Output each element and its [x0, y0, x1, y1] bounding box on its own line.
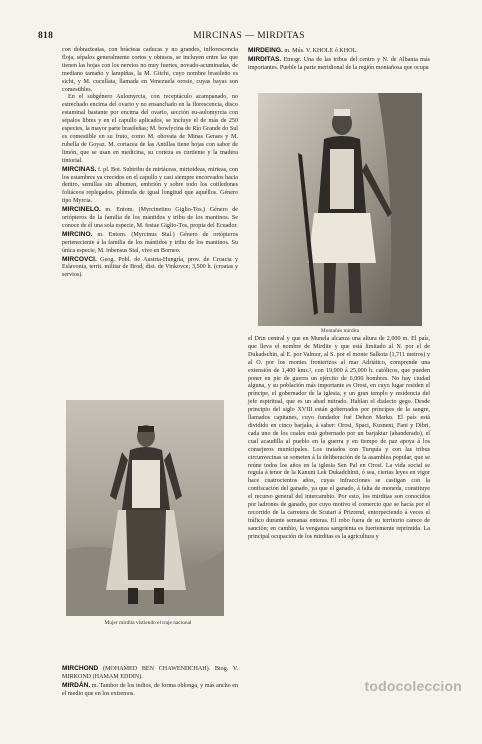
entry-body: Geog. Pobl. de Austria-Hungría, prov. de Croacia y Eslavonia, territ. militar de Brod, dist. de Vinkovce; 3,500 h. (croatas y servios).	[62, 256, 238, 279]
photo-mirdita-woman	[66, 400, 224, 616]
dictionary-entry	[248, 47, 430, 56]
entry-headword: MIRCHOND	[62, 665, 99, 672]
entry-headword: MIRCINO.	[62, 230, 93, 238]
page-header	[38, 31, 460, 43]
dictionary-entry	[62, 206, 238, 231]
right-column-upper	[248, 47, 430, 73]
dictionary-entry	[62, 166, 238, 207]
entry-headword: MIRCINELO.	[62, 206, 101, 214]
entry-headword: MIRDÁN.	[62, 681, 91, 689]
left-column-upper	[62, 47, 238, 280]
entry-body: f. pl. Bot. Subtribu de mirtáceas, mirtoideas, mirteas, con los estambres ya crecidos en el capullo y casi siempre encorvados hacia dentro, semillas sin albumen, embrión y sobre todo los cotiledones foliáceos replegados, plúmula de igual longitud que aquéllos. Género tipo Myrcia.	[62, 166, 238, 205]
entry-body: m. Mús. V. KHOLE ó KHOL.	[284, 48, 358, 54]
photo-woman-image	[66, 400, 224, 616]
dictionary-entry	[62, 231, 238, 256]
photo-mirdita-man	[258, 93, 422, 326]
entry-headword: MIRCINAS.	[62, 165, 97, 173]
entry-headword: MIRDEING.	[248, 47, 283, 54]
photo-man-image	[258, 93, 422, 326]
caption-photo-woman: Mujer mirdita vistiendo el traje nacional	[104, 620, 192, 626]
right-column-body	[248, 336, 430, 542]
entry-body: m. Entom. (Myrcinetino Giglio-Tos.) Género de ortópteros de la familia de los mántidos y tribu de los mantinos. Se conoce de él una sola especie, M. festae Giglio-Tos, propia del Ecuador.	[62, 207, 238, 229]
entry-body: (MOHAMED BEN CHAWENDCHAH). Biog. V. MIRKOND (HAMAM EDDIN).	[62, 666, 238, 680]
paragraph: En el subgénero Aulomyrcia, con receptáculo acampanado, no estrechado encima del ovario y no ensanchado en la florescencia, disco estaminal bastante por encima del ovario, sección eu-aulomyrcia con sépalos libres y en el capullo aplicados, se incluye el de más de 250 especies, la mayor parte brasileñas; M. bowlycina de Río Grande do Sul es comestible en su fruto, como M. obovata de Minas Geraes y M. rubella de Goyaz. M. coriacea de las Antillas tiene hojas con sabor de limón, que se usan en medicina, su corteza es curtiente y la madera tintorial.	[62, 94, 238, 164]
dictionary-entry	[248, 56, 430, 73]
dictionary-entry	[62, 665, 238, 682]
watermark-logo: todocoleccion	[364, 678, 462, 694]
paragraph: el Drin central y que en Munela alcanza una altura de 2,000 m. El país, que lleva el nombre de Mirdite y que está limitado al N. por el de Dukadschin, al E. por Valmor, al S. por el monte Salkota (1,711 metros) y al O. por los montes fronterizos al mar Adriático, comprende una extensión de 1,400 kms.², con 19,000 á 25,000 h. católicos, que pueden poner en pie de guerra un ejército de 6,000 hombres. No hay ciudad alguna, y su población más importante es Orosi, en cuyo lugar residen el príncipe, el gobernador de la iglesia, y un gran templo y residencia del jefe espiritual, que es un abad mitrado. Hablan el dialecto gego. Desde principio del siglo XVIII están gobernados por príncipes de la sangre, llamados capitanes, cuyo fundador fué Dehon Marku. El país está dividido en cinco barjaks, á saber: Orosi, Spaci, Kusneni, Fani y Dibri, cada uno de los cuales está gobernado por un barjaktar (abanderado), el cual acaudilla al pueblo en la guerra y en tiempo de paz apoya á los consejeros municipales. Los tratados con Turquía y con las tribus circunvecinas se someten á la deliberación de la asamblea popular, que se reúne todos los años en la iglesia Sen Pal en Orosi. La vida social se regula á tenor de la Kanuni Lek Dukadchinit, ó sea, ciertas leyes en vigor hace cuatrocientos años, cuyas infracciones se castigan con la confiscación del ganado, ya que el ganado, á falta de moneda, constituye el recurso general del intercambio. Por esto, los mirditas son conocidos por ladrones de ganado, por cuyo motivo el comercio que se hacía por el recorrido de la carretera de Scutari á Prizrend, entorpeciendo á veces el tráfico durante semanas enteras. El robo fuera de su territorio carece de sanción; en cambio, la venganza sangrienta es fuertemente reprimida. La principal ocupación de los mirditas es la agricultura y	[248, 336, 430, 540]
dictionary-entry	[62, 256, 238, 281]
caption-photo-man: Montañés mirdita	[320, 328, 360, 334]
entry-body: m. Tambor de los indios, de forma oblonga, y más ancho en el medio que en los extremos.	[62, 682, 238, 697]
page-number: 818	[38, 31, 54, 41]
left-column-lower	[62, 665, 238, 699]
entry-body: m. Entom. (Myrcinus Stal.) Género de ortópteros perteneciente á la familia de los mántidos y tribu de los mantinos. Su única especie, M. inbensus Stal, vive en Borneo.	[62, 231, 238, 254]
running-title: MIRCINAS — MIRDITAS	[193, 31, 305, 41]
dictionary-entry	[62, 682, 238, 699]
entry-headword: MIRDITAS.	[248, 55, 282, 63]
paragraph: con dobracteatas, con brácteas caducas y no grandes, inflorescencia floja, sépalos generalmente cortos y obtusos, se incluyen entre las que tienen las hojas con los nervios no muy fuertes, novado-acuminadas, de mediano tamaño y lampiñas, la M. Gitchi, cuyo nombre brasileño es sicht, y M. cucullata, llamada en Venezuela orosie, cuyas bayas son comestibles.	[62, 47, 238, 93]
entry-headword: MIRCOVCI.	[62, 255, 97, 263]
entry-body: Etnogr. Una de las tribus del centro y N. de Albania más importantes. Pueble la parte meridional de la región montañosa que ocupa	[248, 56, 430, 71]
